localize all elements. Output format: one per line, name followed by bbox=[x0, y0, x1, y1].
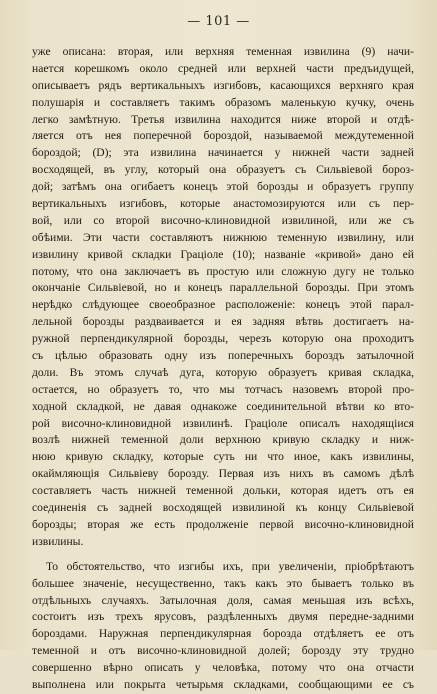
body-text bbox=[32, 44, 414, 694]
text-line: окончаніе Сильвіевой, но и конецъ параллельной борозды. При этомъ bbox=[32, 281, 414, 295]
text-line: То обстоятельство, что изгибы ихъ, при увеличеніи, пріобрѣтаютъ bbox=[46, 559, 414, 573]
text-line: рой височно-клиновидной извилинѣ. Граціоле описалъ находящіися bbox=[32, 416, 414, 430]
text-line: борозды; вторая же есть продолженіе первой височно-клиновидной bbox=[32, 517, 414, 531]
text-line: возлѣ нижней теменной доли верхнюю кривую складку и ниж- bbox=[32, 433, 414, 447]
text-line: бороздой; (D); эта извилина начинается у нижней части задней bbox=[32, 146, 414, 160]
text-line: уже описана: вторая, или верхняя теменная извилина (9) начи- bbox=[32, 45, 414, 58]
text-line: съ цѣлью образовать одну изъ поперечныхъ бороздъ затылочной bbox=[32, 349, 414, 363]
text-line: нюю кривую складку, которые суть ни что иное, какъ извилины, bbox=[32, 450, 414, 464]
text-line: окаймляющія Сильвіеву борозду. Первая изъ нихъ въ самомъ дѣлѣ bbox=[32, 467, 414, 481]
text-line: извилины. bbox=[32, 534, 84, 548]
text-line: вертикальныхъ изгибовъ, которые анастомозируются или съ пер- bbox=[32, 197, 414, 211]
text-line: обѣими. Эти части составляютъ нижнюю теменную извилину, или bbox=[32, 230, 414, 244]
paragraph-2 bbox=[32, 559, 414, 694]
text-line: описываетъ рядъ вертикальныхъ изгибовъ, касающихся верхняго края bbox=[32, 78, 414, 92]
text-line: потому, что она заключаетъ въ простую или сложную дугу не только bbox=[32, 264, 414, 278]
paragraph-gap bbox=[32, 551, 414, 559]
text-line: легко замѣтную. Третья извилина находится ниже второй и отдѣ- bbox=[32, 112, 414, 126]
text-line: отдѣльныхъ случаяхъ. Затылочная доля, самая меньшая изъ всѣхъ, bbox=[32, 593, 414, 607]
text-line: восходящей, въ углу, который она образуетъ съ Сильвіевой бороз- bbox=[32, 163, 414, 177]
text-line: нерѣдко слѣдующее своеобразное расположеніе: конецъ этой парал- bbox=[32, 298, 414, 312]
text-line: соединенія съ задней восходящей извилиной къ концу Сильвіевой bbox=[32, 501, 414, 515]
text-line: ружной перпендикулярной борозды, черезъ которую она проходитъ bbox=[32, 332, 414, 346]
text-line: составляетъ часть нижней теменной дольки, которая идетъ отъ ея bbox=[32, 484, 414, 498]
text-line: доли. Въ этомъ случаѣ дуга, которую образуетъ кривая складка, bbox=[32, 365, 414, 379]
paragraph-1 bbox=[32, 44, 414, 551]
text-line: остается, но образуетъ то, что мы тотчасъ назовемъ второй про- bbox=[32, 382, 414, 396]
text-line: вой, или со второй височно-клиновидной извилиной, или же съ bbox=[32, 213, 414, 227]
text-line: ходной складкой, не давая однакоже соединительной вѣтви ко вто- bbox=[32, 399, 414, 413]
text-line: извилину кривой складки Граціоле (10); названіе «кривой» дано ей bbox=[32, 247, 414, 261]
text-line: нается корешкомъ около средней или верхней части предъидущей, bbox=[32, 61, 414, 75]
text-line: большее значеніе, несущественно, такъ какъ это бываетъ только въ bbox=[32, 576, 414, 590]
text-line: дой; затѣмъ она огибаетъ конецъ этой борозды и образуетъ группу bbox=[32, 180, 414, 194]
page-number: — 101 — bbox=[187, 14, 250, 29]
text-line: совершенно вѣрно описать у человѣка, потому что она отчасти bbox=[32, 661, 414, 675]
text-line: полушарія и составляетъ такимъ образомъ маленькую кучку, очень bbox=[32, 95, 414, 109]
text-line: бороздами. Наружная перпендикулярная борозда отдѣляетъ ее отъ bbox=[32, 627, 414, 641]
text-line: ляется отъ нея поперечной бороздой, называемой междутеменной bbox=[32, 129, 414, 143]
text-line: лельной борозды раздваивается и ея задняя вѣтвь достигаетъ на- bbox=[32, 315, 414, 329]
text-line: выполнена или покрыта четырьмя складками, сообщающими ее съ bbox=[32, 677, 414, 691]
text-line: состоитъ изъ трехъ ярусовъ, раздѣленныхъ двумя передне-задними bbox=[32, 610, 414, 624]
text-line: теменной и отъ височно-клиновидной долей; борозду эту трудно bbox=[32, 644, 414, 658]
